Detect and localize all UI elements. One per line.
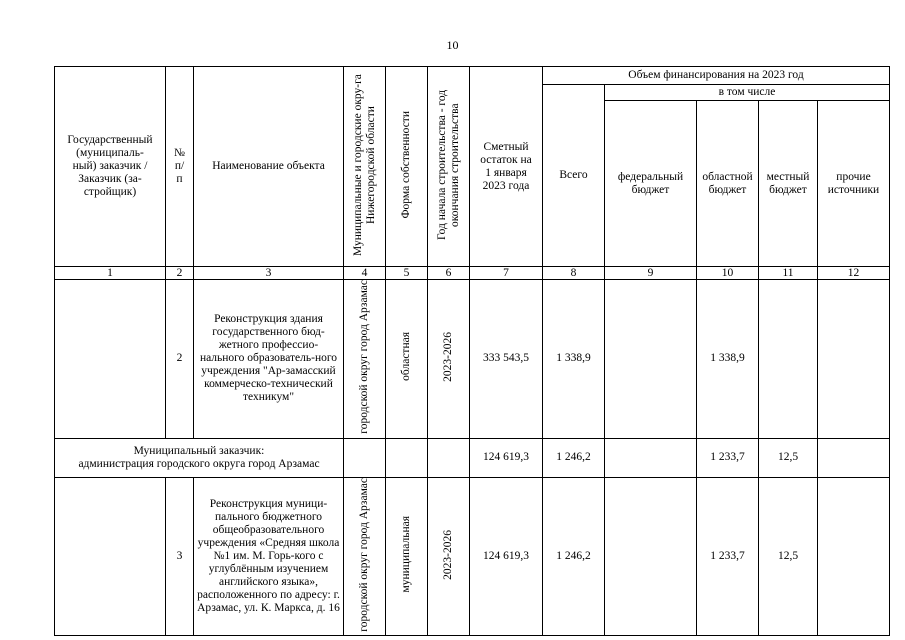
row2-federal <box>605 477 697 636</box>
row1-object-name: Реконструкция здания государственного бюд-жетного профессио-нального образователь-ного учреждения "Ар-замасский коммерческо-технический техникум" <box>194 280 344 439</box>
row2-ownership <box>386 477 428 636</box>
row2-years-text: 2023-2026 <box>442 529 454 580</box>
column-number: 12 <box>818 267 890 280</box>
header-other: прочие источники <box>818 101 890 267</box>
customer-row-municipality <box>344 438 386 477</box>
row2-years <box>428 477 470 636</box>
row1-customer <box>55 280 166 439</box>
row2-ownership-text: муниципальная <box>400 516 412 593</box>
column-number-row <box>55 267 890 280</box>
customer-row-local: 12,5 <box>759 438 818 477</box>
column-number: 9 <box>605 267 697 280</box>
row1-years <box>428 280 470 439</box>
customer-row-federal <box>605 438 697 477</box>
customer-row-ownership <box>386 438 428 477</box>
header-municipality-text: Муниципальные и городские окру-га Нижегородской области <box>351 73 377 256</box>
header-including: в том числе <box>605 85 890 101</box>
customer-row-label: Муниципальный заказчик: администрация городского округа город Арзамас <box>55 438 344 477</box>
header-row-1 <box>55 67 890 85</box>
column-number: 11 <box>759 267 818 280</box>
row2-municipality-text: городской округ город Арзамас <box>358 477 370 632</box>
column-number: 8 <box>543 267 605 280</box>
row1-regional: 1 338,9 <box>697 280 759 439</box>
column-number: 2 <box>166 267 194 280</box>
customer-row-years <box>428 438 470 477</box>
row1-federal <box>605 280 697 439</box>
column-number: 5 <box>386 267 428 280</box>
row1-ownership <box>386 280 428 439</box>
header-regional: областной бюджет <box>697 101 759 267</box>
header-years <box>428 67 470 267</box>
row1-num: 2 <box>166 280 194 439</box>
row2-total: 1 246,2 <box>543 477 605 636</box>
header-customer: Государственный (муниципаль- ный) заказчик / Заказчик (за- стройщик) <box>55 67 166 267</box>
customer-row <box>55 438 890 477</box>
row2-estimate: 124 619,3 <box>470 477 543 636</box>
row1-ownership-text: областная <box>400 332 412 382</box>
header-municipality <box>344 67 386 267</box>
header-estimate: Сметный остаток на 1 января 2023 года <box>470 67 543 267</box>
column-number: 3 <box>194 267 344 280</box>
table-row <box>55 280 890 439</box>
row1-local <box>759 280 818 439</box>
column-number: 1 <box>55 267 166 280</box>
column-number: 6 <box>428 267 470 280</box>
header-funding-group: Объем финансирования на 2023 год <box>543 67 890 85</box>
row1-years-text: 2023-2026 <box>442 331 454 382</box>
table-row <box>55 477 890 636</box>
customer-row-estimate: 124 619,3 <box>470 438 543 477</box>
row2-object-name: Реконструкция муници-пального бюджетного общеобразовательного учреждения «Средняя школа №1 им. М. Горь-кого с углублённым изучением английского языка», расположенного по адресу: г. Арзамас, ул. К. Маркса, д. 16 <box>194 477 344 636</box>
funding-table <box>54 66 890 636</box>
header-num: № п/ п <box>166 67 194 267</box>
row2-other <box>818 477 890 636</box>
header-federal: федеральный бюджет <box>605 101 697 267</box>
header-ownership-text: Форма собственности <box>400 110 412 219</box>
row2-customer <box>55 477 166 636</box>
row1-estimate: 333 543,5 <box>470 280 543 439</box>
row2-num: 3 <box>166 477 194 636</box>
header-ownership <box>386 67 428 267</box>
row2-local: 12,5 <box>759 477 818 636</box>
header-object-name: Наименование объекта <box>194 67 344 267</box>
customer-row-other <box>818 438 890 477</box>
header-years-text: Год начала строительства - год окончания строительства <box>435 89 461 240</box>
page-number: 10 <box>446 38 459 52</box>
customer-row-regional: 1 233,7 <box>697 438 759 477</box>
customer-row-total: 1 246,2 <box>543 438 605 477</box>
row2-municipality <box>344 477 386 636</box>
header-total: Всего <box>543 85 605 267</box>
row1-municipality-text: городской округ город Арзамас <box>358 280 370 434</box>
row2-regional: 1 233,7 <box>697 477 759 636</box>
header-local: местный бюджет <box>759 101 818 267</box>
row1-total: 1 338,9 <box>543 280 605 439</box>
row1-other <box>818 280 890 439</box>
row1-municipality <box>344 280 386 439</box>
column-number: 7 <box>470 267 543 280</box>
column-number: 4 <box>344 267 386 280</box>
column-number: 10 <box>697 267 759 280</box>
